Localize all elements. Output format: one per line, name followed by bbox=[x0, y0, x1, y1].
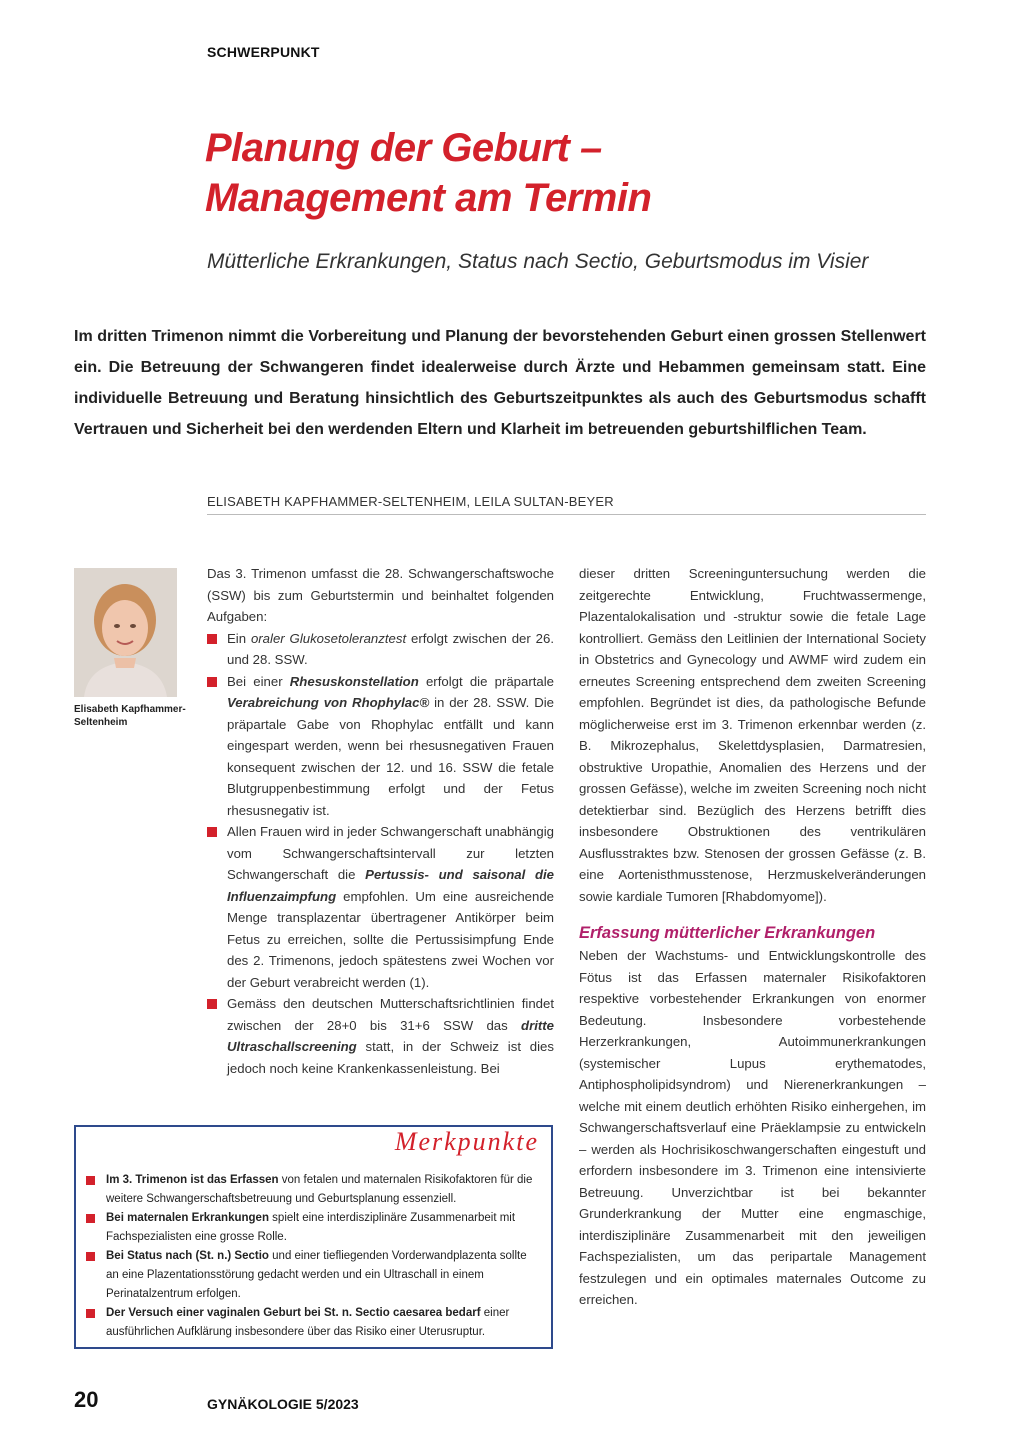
text-run: Bei einer bbox=[227, 673, 290, 689]
intro-paragraph: Das 3. Trimenon umfasst die 28. Schwangerschaftswoche (SSW) bis zum Geburtstermin und beinhaltet folgenden Aufgaben: bbox=[207, 566, 554, 624]
authors: ELISABETH KAPFHAMMER-SELTENHEIM, LEILA SULTAN-BEYER bbox=[207, 494, 614, 509]
portrait-image bbox=[74, 568, 177, 697]
text-run: in der 28. SSW. Die präpartale Gabe von Rhophylac entfällt und kann eingespart werden, wenn bei rhesusnegativen Frauen konsequent zwischen der 12. und 16. SSW die fetale Blutgruppenbestimmung erfolgt und der Fetus rhesusnegativ ist. bbox=[227, 695, 554, 818]
list-item bbox=[207, 671, 554, 822]
page-number: 20 bbox=[74, 1387, 99, 1412]
title-line-1: Planung der Geburt – bbox=[205, 126, 602, 170]
key-points-box bbox=[74, 1125, 553, 1349]
photo-caption: Elisabeth Kapfhammer-Seltenheim bbox=[74, 704, 186, 728]
bullet-square-icon bbox=[207, 634, 217, 644]
emphasis: Rhesuskonstellation bbox=[289, 673, 419, 689]
bullet-square-icon bbox=[207, 677, 217, 687]
bullet-square-icon bbox=[207, 999, 217, 1009]
bullet-square-icon bbox=[86, 1176, 95, 1185]
bullet-square-icon bbox=[86, 1252, 95, 1261]
column-middle bbox=[207, 563, 554, 1079]
text-run: Allen Frauen wird in jeder Schwangerschaft unabhängig vom Schwangerschaftsintervall zur letzten Schwangerschaft die bbox=[227, 824, 554, 882]
list-item bbox=[207, 628, 554, 671]
body-paragraph: dieser dritten Screeninguntersuchung werden die zeitgerechte Entwicklung, Fruchtwassermenge, Plazentalokalisation und -struktur sowie die fetale Lage kontrolliert. Gemäss den Leitlinien der International Society in Obstetrics and Gynecology und AWMF wird zudem ein erneutes Screening entsprechend dem zweiten Screening empfohlen. Begründet ist dies, da pathologische Befunde möglicherweise erst im 3. Trimenon erkennbar werden (z. B. Mikrozephalus, Skelettdysplasien, Darmatresien, obstruktive Uropathie, Anomalien des Herzens und der grossen Gefässe), welche im zweiten Screening noch nicht detektierbar sind. Bezüglich des Herzens betrifft dies insbesondere Obstruktionen des ventrikulären Ausflusstraktes bzw. Stenosen der grossen Gefässe (z. B. eine Aortenisthmusstenose, Herzmuskelveränderungen sowie kardiale Tumoren [Rhabdomyome]). bbox=[579, 566, 926, 904]
emphasis: oraler Glukosetoleranztest bbox=[250, 630, 407, 646]
text-run: erfolgt die präpartale bbox=[418, 673, 554, 689]
key-point-item bbox=[86, 1304, 536, 1342]
column-right bbox=[579, 563, 926, 1311]
list-item bbox=[207, 993, 554, 1079]
article-title bbox=[205, 123, 965, 223]
emphasis: Verabreichung von Rhophylac® bbox=[227, 695, 430, 710]
key-points-list bbox=[86, 1171, 536, 1342]
key-point-item bbox=[86, 1209, 536, 1247]
key-point-text: einer ausführlichen Aufklärung insbesondere über das Risiko einer Uterusruptur. bbox=[106, 1307, 510, 1338]
bullet-square-icon bbox=[86, 1309, 95, 1318]
section-label: SCHWERPUNKT bbox=[207, 44, 320, 60]
text-run: statt, in der Schweiz ist dies jedoch noch keine Krankenkassenleistung. Bei bbox=[227, 1039, 554, 1076]
key-point-text: von fetalen und maternalen Risikofaktoren für die weitere Schwangerschaftsbetreuung und Geburtsplanung essenziell. bbox=[106, 1174, 533, 1205]
list-item bbox=[207, 821, 554, 993]
text-run: empfohlen. Um eine ausreichende Menge transplazentar übertragener Antikörper beim Fetus zu erreichen, sollte die Pertussisimpfung Ende des 2. Trimenons, jedoch spätestens zwei Wochen vor der Geburt verabreicht werden (1). bbox=[227, 888, 554, 990]
key-point-text: und einer tiefliegenden Vorderwandplazenta sollte an eine Plazentationsstörung gedacht werden und ein Ultraschall in einem Perinatalzentrum erfolgen. bbox=[106, 1250, 527, 1300]
author-photo bbox=[74, 568, 177, 697]
divider bbox=[207, 514, 926, 515]
bullet-square-icon bbox=[86, 1214, 95, 1223]
emphasis: dritte Ultraschallscreening bbox=[227, 1017, 554, 1054]
key-point-item bbox=[86, 1247, 536, 1304]
article-subtitle: Mütterliche Erkrankungen, Status nach Sectio, Geburtsmodus im Visier bbox=[207, 250, 869, 273]
bullet-square-icon bbox=[207, 827, 217, 837]
section-heading: Erfassung mütterlicher Erkrankungen bbox=[579, 924, 876, 942]
journal-name: GYNÄKOLOGIE 5/2023 bbox=[207, 1396, 359, 1412]
key-point-bold: Bei maternalen Erkrankungen bbox=[106, 1212, 269, 1224]
task-list bbox=[207, 628, 554, 1080]
lead-paragraph: Im dritten Trimenon nimmt die Vorbereitung und Planung der bevorstehenden Geburt einen grossen Stellenwert ein. Die Betreuung der Schwangeren findet idealerweise durch Ärzte und Hebammen gemeinsam statt. Eine individuelle Betreuung und Beratung hinsichtlich des Geburtszeitpunktes als auch des Geburtsmodus schafft Vertrauen und Sicherheit bei den werdenden Eltern und Klarheit im betreuenden geburtshilflichen Team. bbox=[74, 328, 926, 438]
text-run: erfolgt zwischen der 26. und 28. SSW. bbox=[227, 630, 554, 667]
title-line-2: Management am Termin bbox=[205, 176, 652, 220]
text-run: Ein bbox=[227, 630, 251, 646]
emphasis: Pertussis- und saisonal die Influenzaimpfung bbox=[227, 867, 554, 904]
text-run: Gemäss den deutschen Mutterschaftsrichtlinien findet zwischen der 28+0 bis 31+6 SSW das bbox=[227, 996, 554, 1033]
key-points-title: Merkpunkte bbox=[394, 1127, 539, 1156]
key-point-bold: Im 3. Trimenon ist das Erfassen bbox=[106, 1174, 279, 1186]
key-point-bold: Der Versuch einer vaginalen Geburt bei St. n. Sectio caesarea bedarf bbox=[106, 1307, 481, 1319]
key-point-text: spielt eine interdisziplinäre Zusammenarbeit mit Fachspezialisten eine grosse Rolle. bbox=[106, 1212, 516, 1243]
body-paragraph: Neben der Wachstums- und Entwicklungskontrolle des Fötus ist das Erfassen maternaler Risikofaktoren respektive vorbestehender Erkrankungen von enormer Bedeutung. Insbesondere vorbestehende Herzerkrankungen, Autoimmunerkrankungen (systemischer Lupus erythematodes, Antiphospholipidsyndrom) und Nierenerkrankungen – welche mit einem deutlich erhöhten Risiko einhergehen, im Schwangerschaftsverlauf eine Präeklampsie zu entwickeln – werden als Hochrisikoschwangerschaften eingestuft und erfordern insbesondere im 3. Trimenon eine intensivierte Betreuung. Unverzichtbar ist bei bekannter Grunderkrankung der Mutter eine engmaschige, interdisziplinäre Zusammenarbeit mit den jeweiligen Fachspezialisten, um das peripartale Management festzulegen und ein optimales maternales Outcome zu erreichen. bbox=[579, 948, 926, 1307]
key-point-bold: Bei Status nach (St. n.) Sectio bbox=[106, 1250, 269, 1262]
key-point-item bbox=[86, 1171, 536, 1209]
